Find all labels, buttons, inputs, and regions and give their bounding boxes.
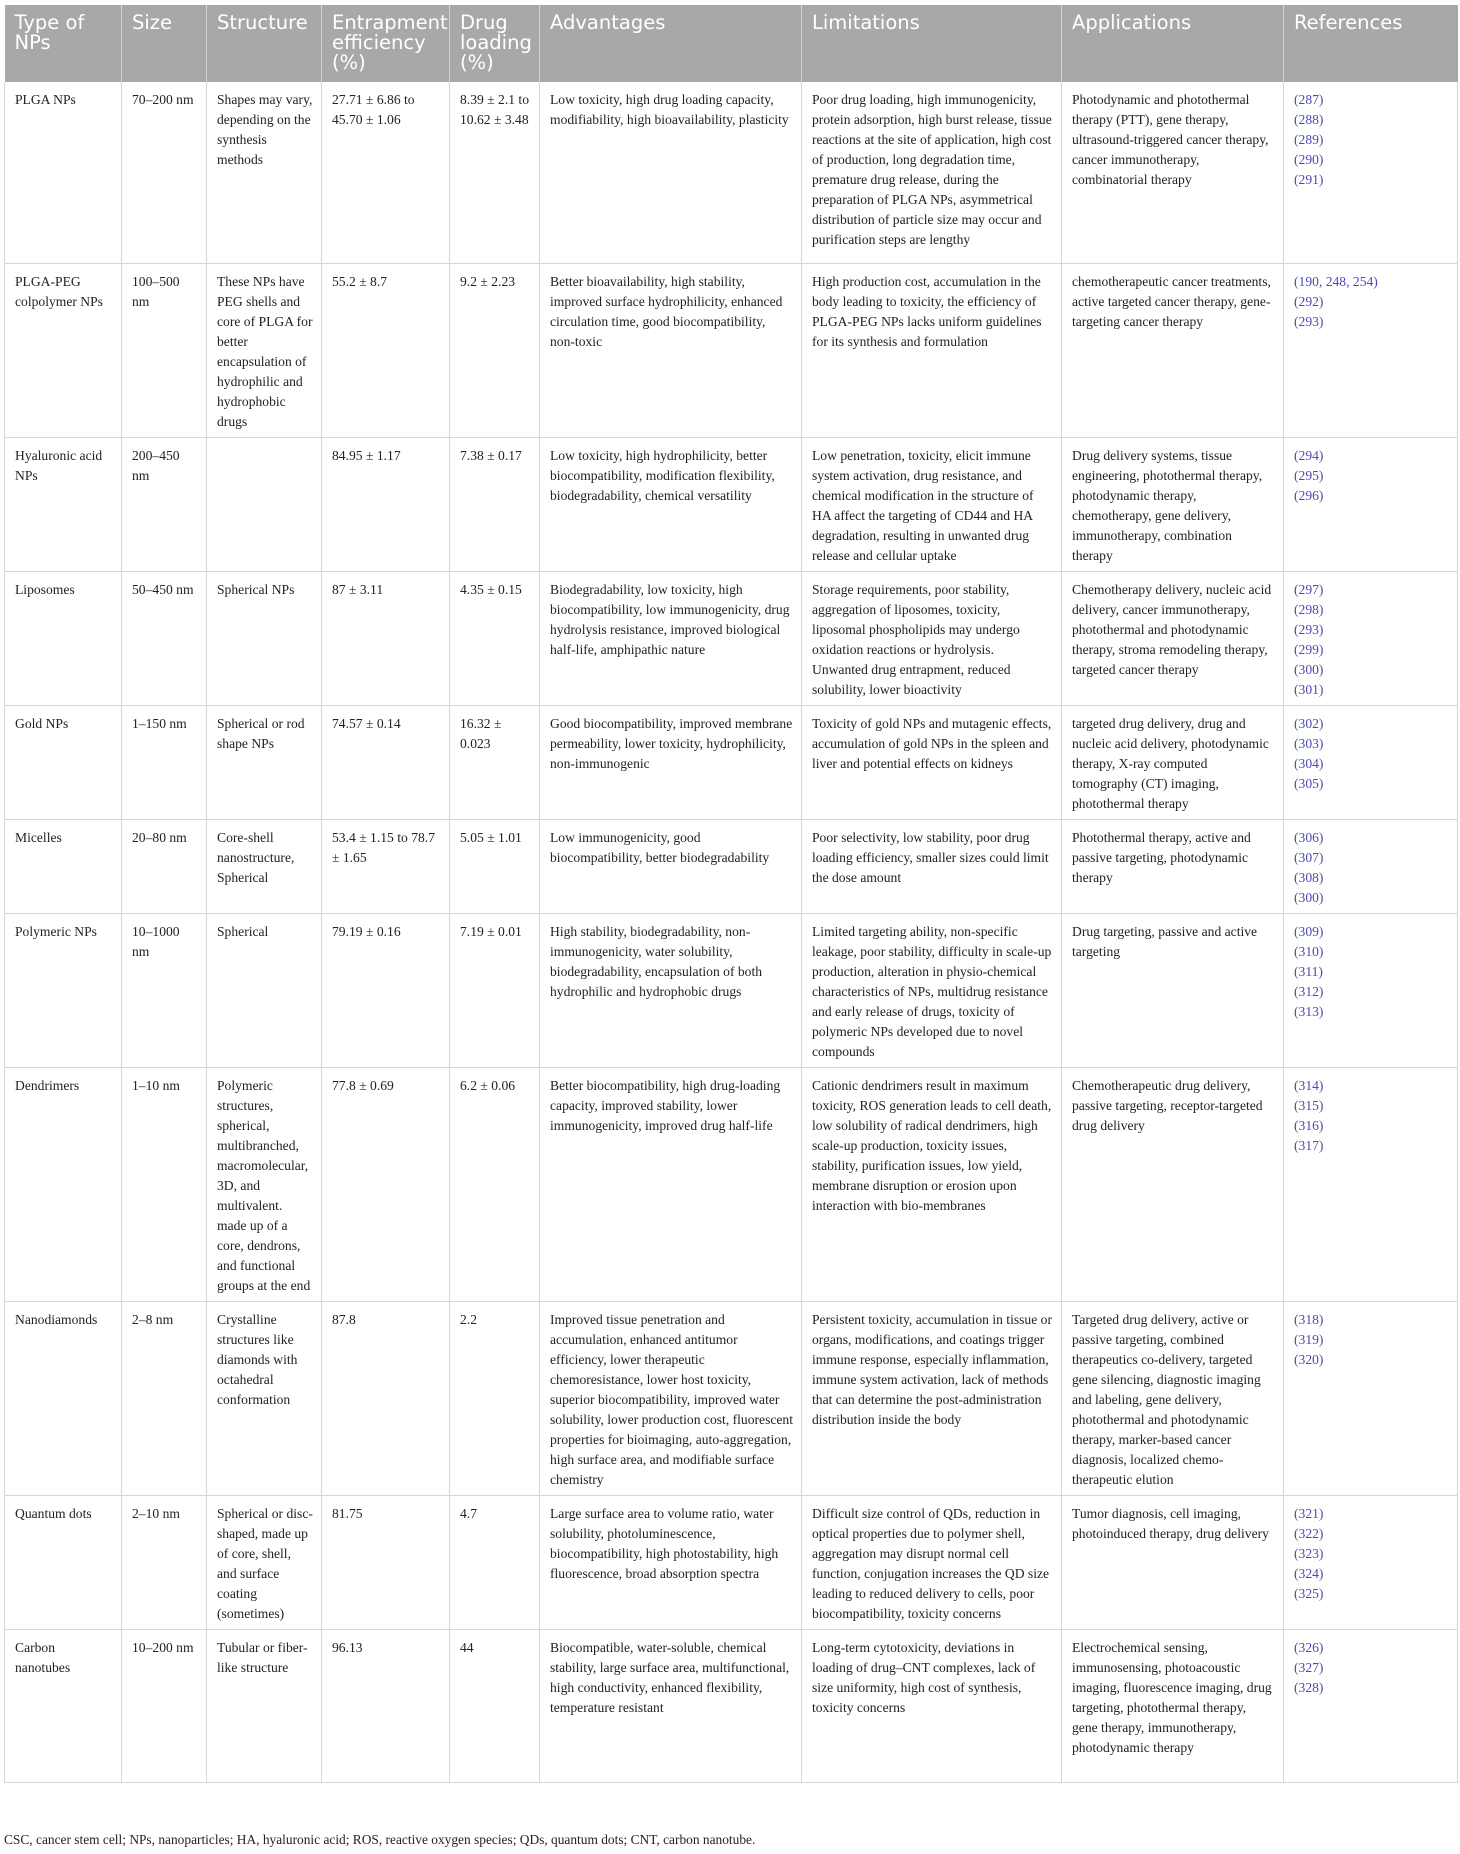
- header-drug-loading: Drug loading (%): [450, 5, 540, 82]
- reference-link[interactable]: (310): [1294, 943, 1324, 959]
- table-row: [5, 913, 1458, 1067]
- cell-limitations: Toxicity of gold NPs and mutagenic effects, accumulation of gold NPs in the spleen and liver and potential effects on kidneys: [802, 705, 1062, 819]
- header-type: Type of NPs: [5, 5, 122, 82]
- table-row: [5, 437, 1458, 571]
- cell-size: 50–450 nm: [122, 571, 207, 705]
- reference-link[interactable]: (291): [1294, 172, 1324, 187]
- cell-drug-loading: 7.19 ± 0.01: [450, 913, 540, 1067]
- reference-link[interactable]: (314): [1294, 1077, 1324, 1093]
- cell-applications: chemotherapeutic cancer treatments, active targeted cancer therapy, gene-targeting cancer therapy: [1062, 263, 1284, 437]
- cell-advantages: Low toxicity, high hydrophilicity, better biocompatibility, modification flexibility, biodegradability, chemical versatility: [540, 437, 802, 571]
- reference-link[interactable]: (305): [1294, 775, 1324, 791]
- cell-size: 10–200 nm: [122, 1629, 207, 1782]
- reference-link[interactable]: (289): [1294, 132, 1324, 147]
- cell-applications: Drug targeting, passive and active targeting: [1062, 913, 1284, 1067]
- reference-link[interactable]: (327): [1294, 1659, 1324, 1675]
- cell-structure: Tubular or fiber-like structure: [207, 1629, 322, 1782]
- reference-link[interactable]: (300): [1294, 661, 1324, 677]
- nanoparticles-table: [4, 5, 1458, 1783]
- cell-drug-loading: 6.2 ± 0.06: [450, 1067, 540, 1301]
- cell-limitations: Long-term cytotoxicity, deviations in loading of drug–CNT complexes, lack of size uniformity, high cost of synthesis, toxicity concerns: [802, 1629, 1062, 1782]
- cell-advantages: Low toxicity, high drug loading capacity, modifiability, high bioavailability, plasticity: [540, 82, 802, 263]
- cell-applications: Targeted drug delivery, active or passive targeting, combined therapeutics co-delivery, targeted gene silencing, diagnostic imaging and labeling, gene delivery, photothermal and photodynamic therapy, marker-based cancer diagnosis, localized chemo-therapeutic elution: [1062, 1301, 1284, 1495]
- cell-structure: Spherical NPs: [207, 571, 322, 705]
- table-row: [5, 571, 1458, 705]
- cell-type: Micelles: [5, 819, 122, 913]
- cell-type: Gold NPs: [5, 705, 122, 819]
- reference-link[interactable]: (315): [1294, 1097, 1324, 1113]
- cell-size: 10–1000 nm: [122, 913, 207, 1067]
- cell-references: [1284, 571, 1458, 705]
- reference-link[interactable]: (287): [1294, 92, 1324, 107]
- reference-link[interactable]: (296): [1294, 487, 1324, 503]
- cell-limitations: Poor selectivity, low stability, poor drug loading efficiency, smaller sizes could limit the dose amount: [802, 819, 1062, 913]
- cell-limitations: Cationic dendrimers result in maximum toxicity, ROS generation leads to cell death, low solubility of radical dendrimers, high scale-up production, toxicity issues, stability, purification issues, low yield, membrane disruption or erosion upon interaction with bio-membranes: [802, 1067, 1062, 1301]
- cell-structure: Spherical or disc-shaped, made up of core, shell, and surface coating (sometimes): [207, 1495, 322, 1629]
- cell-entrapment-efficiency: 87 ± 3.11: [322, 571, 450, 705]
- reference-link[interactable]: (293): [1294, 313, 1324, 329]
- cell-references: [1284, 82, 1458, 263]
- cell-advantages: High stability, biodegradability, non-immunogenicity, water solubility, biodegradability, encapsulation of both hydrophilic and hydrophobic drugs: [540, 913, 802, 1067]
- table-row: [5, 1495, 1458, 1629]
- table-header-row: [5, 5, 1458, 82]
- reference-link[interactable]: (301): [1294, 681, 1324, 697]
- table-row: [5, 1301, 1458, 1495]
- cell-references: [1284, 1495, 1458, 1629]
- reference-link[interactable]: (292): [1294, 293, 1324, 309]
- reference-link[interactable]: (306): [1294, 829, 1324, 845]
- cell-size: 2–10 nm: [122, 1495, 207, 1629]
- cell-type: Carbon nanotubes: [5, 1629, 122, 1782]
- cell-limitations: Limited targeting ability, non-specific leakage, poor stability, difficulty in scale-up production, alteration in physio-chemical characteristics of NPs, multidrug resistance and early release of drugs, toxicity of polymeric NPs developed due to novel compounds: [802, 913, 1062, 1067]
- table-row: [5, 705, 1458, 819]
- cell-applications: Chemotherapy delivery, nucleic acid delivery, cancer immunotherapy, photothermal and photodynamic therapy, stroma remodeling therapy, targeted cancer therapy: [1062, 571, 1284, 705]
- cell-entrapment-efficiency: 79.19 ± 0.16: [322, 913, 450, 1067]
- reference-link[interactable]: (317): [1294, 1137, 1324, 1153]
- cell-entrapment-efficiency: 74.57 ± 0.14: [322, 705, 450, 819]
- cell-structure: Shapes may vary, depending on the synthesis methods: [207, 82, 322, 263]
- reference-link[interactable]: (320): [1294, 1351, 1324, 1367]
- cell-structure: These NPs have PEG shells and core of PLGA for better encapsulation of hydrophilic and hydrophobic drugs: [207, 263, 322, 437]
- header-references: References: [1284, 5, 1458, 82]
- cell-limitations: Storage requirements, poor stability, aggregation of liposomes, toxicity, liposomal phospholipids may undergo oxidation reactions or hydrolysis. Unwanted drug entrapment, reduced solubility, lower bioactivity: [802, 571, 1062, 705]
- cell-drug-loading: 44: [450, 1629, 540, 1782]
- reference-link[interactable]: (316): [1294, 1117, 1324, 1133]
- cell-entrapment-efficiency: 84.95 ± 1.17: [322, 437, 450, 571]
- cell-structure: Spherical or rod shape NPs: [207, 705, 322, 819]
- reference-link[interactable]: (295): [1294, 467, 1324, 483]
- cell-size: 200–450 nm: [122, 437, 207, 571]
- cell-references: [1284, 819, 1458, 913]
- cell-drug-loading: 2.2: [450, 1301, 540, 1495]
- cell-entrapment-efficiency: 96.13: [322, 1629, 450, 1782]
- header-limitations: Limitations: [802, 5, 1062, 82]
- reference-link[interactable]: (307): [1294, 849, 1324, 865]
- cell-applications: Photothermal therapy, active and passive targeting, photodynamic therapy: [1062, 819, 1284, 913]
- cell-size: 20–80 nm: [122, 819, 207, 913]
- cell-drug-loading: 4.7: [450, 1495, 540, 1629]
- cell-structure: Polymeric structures, spherical, multibranched, macromolecular, 3D, and multivalent. made up of a core, dendrons, and functional groups at the end: [207, 1067, 322, 1301]
- cell-limitations: Difficult size control of QDs, reduction in optical properties due to polymer shell, aggregation may disrupt normal cell function, conjugation increases the QD size leading to reduced delivery to cells, poor biocompatibility, toxicity concerns: [802, 1495, 1062, 1629]
- cell-drug-loading: 7.38 ± 0.17: [450, 437, 540, 571]
- cell-size: 1–150 nm: [122, 705, 207, 819]
- cell-entrapment-efficiency: 77.8 ± 0.69: [322, 1067, 450, 1301]
- reference-link[interactable]: (288): [1294, 112, 1324, 127]
- cell-type: Dendrimers: [5, 1067, 122, 1301]
- cell-type: Hyaluronic acid NPs: [5, 437, 122, 571]
- reference-link[interactable]: (290): [1294, 152, 1324, 167]
- reference-link[interactable]: (328): [1294, 1679, 1324, 1695]
- reference-link[interactable]: (326): [1294, 1639, 1324, 1655]
- reference-link[interactable]: (190, 248, 254): [1294, 273, 1378, 289]
- reference-link[interactable]: (293): [1294, 621, 1324, 637]
- reference-link[interactable]: (324): [1294, 1565, 1324, 1581]
- reference-link[interactable]: (322): [1294, 1525, 1324, 1541]
- cell-applications: Chemotherapeutic drug delivery, passive targeting, receptor-targeted drug delivery: [1062, 1067, 1284, 1301]
- table-row: [5, 82, 1458, 263]
- cell-references: [1284, 705, 1458, 819]
- reference-link[interactable]: (300): [1294, 889, 1324, 905]
- cell-size: 2–8 nm: [122, 1301, 207, 1495]
- cell-entrapment-efficiency: 27.71 ± 6.86 to 45.70 ± 1.06: [322, 82, 450, 263]
- cell-advantages: Low immunogenicity, good biocompatibility, better biodegradability: [540, 819, 802, 913]
- cell-size: 100–500 nm: [122, 263, 207, 437]
- cell-type: Liposomes: [5, 571, 122, 705]
- reference-link[interactable]: (325): [1294, 1585, 1324, 1601]
- cell-limitations: Poor drug loading, high immunogenicity, protein adsorption, high burst release, tissue reactions at the site of application, high cost of production, long degradation time, premature drug release, during the preparation of PLGA NPs, asymmetrical distribution of particle size may occur and purification steps are lengthy: [802, 82, 1062, 263]
- cell-structure: Spherical: [207, 913, 322, 1067]
- cell-advantages: Biodegradability, low toxicity, high biocompatibility, low immunogenicity, drug hydrolysis resistance, improved biological half-life, amphipathic nature: [540, 571, 802, 705]
- cell-size: 70–200 nm: [122, 82, 207, 263]
- cell-type: Quantum dots: [5, 1495, 122, 1629]
- cell-applications: Drug delivery systems, tissue engineering, photothermal therapy, photodynamic therapy, chemotherapy, gene delivery, immunotherapy, combination therapy: [1062, 437, 1284, 571]
- reference-link[interactable]: (321): [1294, 1505, 1324, 1521]
- table-container: [4, 5, 1457, 1783]
- header-size: Size: [122, 5, 207, 82]
- cell-entrapment-efficiency: 87.8: [322, 1301, 450, 1495]
- cell-references: [1284, 263, 1458, 437]
- header-applications: Applications: [1062, 5, 1284, 82]
- cell-references: [1284, 1629, 1458, 1782]
- reference-link[interactable]: (323): [1294, 1545, 1324, 1561]
- cell-drug-loading: 16.32 ± 0.023: [450, 705, 540, 819]
- reference-link[interactable]: (312): [1294, 983, 1324, 999]
- cell-type: PLGA NPs: [5, 82, 122, 263]
- reference-link[interactable]: (318): [1294, 1311, 1324, 1327]
- cell-advantages: Improved tissue penetration and accumulation, enhanced antitumor efficiency, lower therapeutic chemoresistance, lower host toxicity, superior biocompatibility, improved water solubility, lower production cost, fluorescent properties for bioimaging, auto-aggregation, high surface area, and modifiable surface chemistry: [540, 1301, 802, 1495]
- cell-limitations: Low penetration, toxicity, elicit immune system activation, drug resistance, and chemical modification in the structure of HA affect the targeting of CD44 and HA degradation, resulting in unwanted drug release and cellular uptake: [802, 437, 1062, 571]
- cell-type: Nanodiamonds: [5, 1301, 122, 1495]
- header-structure: Structure: [207, 5, 322, 82]
- cell-structure: Core-shell nanostructure, Spherical: [207, 819, 322, 913]
- cell-drug-loading: 5.05 ± 1.01: [450, 819, 540, 913]
- cell-applications: Electrochemical sensing, immunosensing, photoacoustic imaging, fluorescence imaging, drug targeting, photothermal therapy, gene therapy, immunotherapy, photodynamic therapy: [1062, 1629, 1284, 1782]
- table-body: [5, 82, 1458, 1782]
- cell-advantages: Better biocompatibility, high drug-loading capacity, improved stability, lower immunogenicity, improved drug half-life: [540, 1067, 802, 1301]
- cell-type: Polymeric NPs: [5, 913, 122, 1067]
- reference-link[interactable]: (298): [1294, 601, 1324, 617]
- cell-references: [1284, 913, 1458, 1067]
- reference-link[interactable]: (303): [1294, 735, 1324, 751]
- cell-drug-loading: 9.2 ± 2.23: [450, 263, 540, 437]
- table-row: [5, 1629, 1458, 1782]
- reference-link[interactable]: (308): [1294, 869, 1324, 885]
- cell-drug-loading: 8.39 ± 2.1 to 10.62 ± 3.48: [450, 82, 540, 263]
- cell-entrapment-efficiency: 55.2 ± 8.7: [322, 263, 450, 437]
- cell-advantages: Biocompatible, water-soluble, chemical stability, large surface area, multifunctional, high conductivity, enhanced flexibility, temperature resistant: [540, 1629, 802, 1782]
- cell-applications: Tumor diagnosis, cell imaging, photoinduced therapy, drug delivery: [1062, 1495, 1284, 1629]
- reference-link[interactable]: (313): [1294, 1003, 1324, 1019]
- cell-structure: [207, 437, 322, 571]
- table-row: [5, 263, 1458, 437]
- reference-link[interactable]: (297): [1294, 581, 1324, 597]
- cell-references: [1284, 1301, 1458, 1495]
- table-row: [5, 819, 1458, 913]
- reference-link[interactable]: (302): [1294, 715, 1324, 731]
- cell-references: [1284, 1067, 1458, 1301]
- cell-applications: targeted drug delivery, drug and nucleic acid delivery, photodynamic therapy, X-ray computed tomography (CT) imaging, photothermal therapy: [1062, 705, 1284, 819]
- cell-advantages: Large surface area to volume ratio, water solubility, photoluminescence, biocompatibility, high photostability, high fluorescence, broad absorption spectra: [540, 1495, 802, 1629]
- cell-applications: Photodynamic and photothermal therapy (PTT), gene therapy, ultrasound-triggered cancer therapy, cancer immunotherapy, combinatorial therapy: [1062, 82, 1284, 263]
- header-entrapment-efficiency: Entrapment efficiency (%): [322, 5, 450, 82]
- cell-limitations: High production cost, accumulation in the body leading to toxicity, the efficiency of PLGA-PEG NPs lacks uniform guidelines for its synthesis and formulation: [802, 263, 1062, 437]
- cell-drug-loading: 4.35 ± 0.15: [450, 571, 540, 705]
- cell-limitations: Persistent toxicity, accumulation in tissue or organs, modifications, and coatings trigger immune response, especially inflammation, immune system activation, lack of methods that can determine the post-administration distribution inside the body: [802, 1301, 1062, 1495]
- cell-structure: Crystalline structures like diamonds with octahedral conformation: [207, 1301, 322, 1495]
- cell-entrapment-efficiency: 53.4 ± 1.15 to 78.7 ± 1.65: [322, 819, 450, 913]
- reference-link[interactable]: (299): [1294, 641, 1324, 657]
- reference-link[interactable]: (304): [1294, 755, 1324, 771]
- reference-link[interactable]: (309): [1294, 923, 1324, 939]
- table-footnote: CSC, cancer stem cell; NPs, nanoparticles; HA, hyaluronic acid; ROS, reactive oxygen species; QDs, quantum dots; CNT, carbon nanotube.: [4, 1832, 756, 1847]
- cell-size: 1–10 nm: [122, 1067, 207, 1301]
- cell-type: PLGA-PEG colpolymer NPs: [5, 263, 122, 437]
- reference-link[interactable]: (294): [1294, 447, 1324, 463]
- header-advantages: Advantages: [540, 5, 802, 82]
- table-row: [5, 1067, 1458, 1301]
- cell-advantages: Good biocompatibility, improved membrane permeability, lower toxicity, hydrophilicity, non-immunogenic: [540, 705, 802, 819]
- cell-advantages: Better bioavailability, high stability, improved surface hydrophilicity, enhanced circulation time, good biocompatibility, non-toxic: [540, 263, 802, 437]
- reference-link[interactable]: (319): [1294, 1331, 1324, 1347]
- cell-entrapment-efficiency: 81.75: [322, 1495, 450, 1629]
- cell-references: [1284, 437, 1458, 571]
- reference-link[interactable]: (311): [1294, 963, 1323, 979]
